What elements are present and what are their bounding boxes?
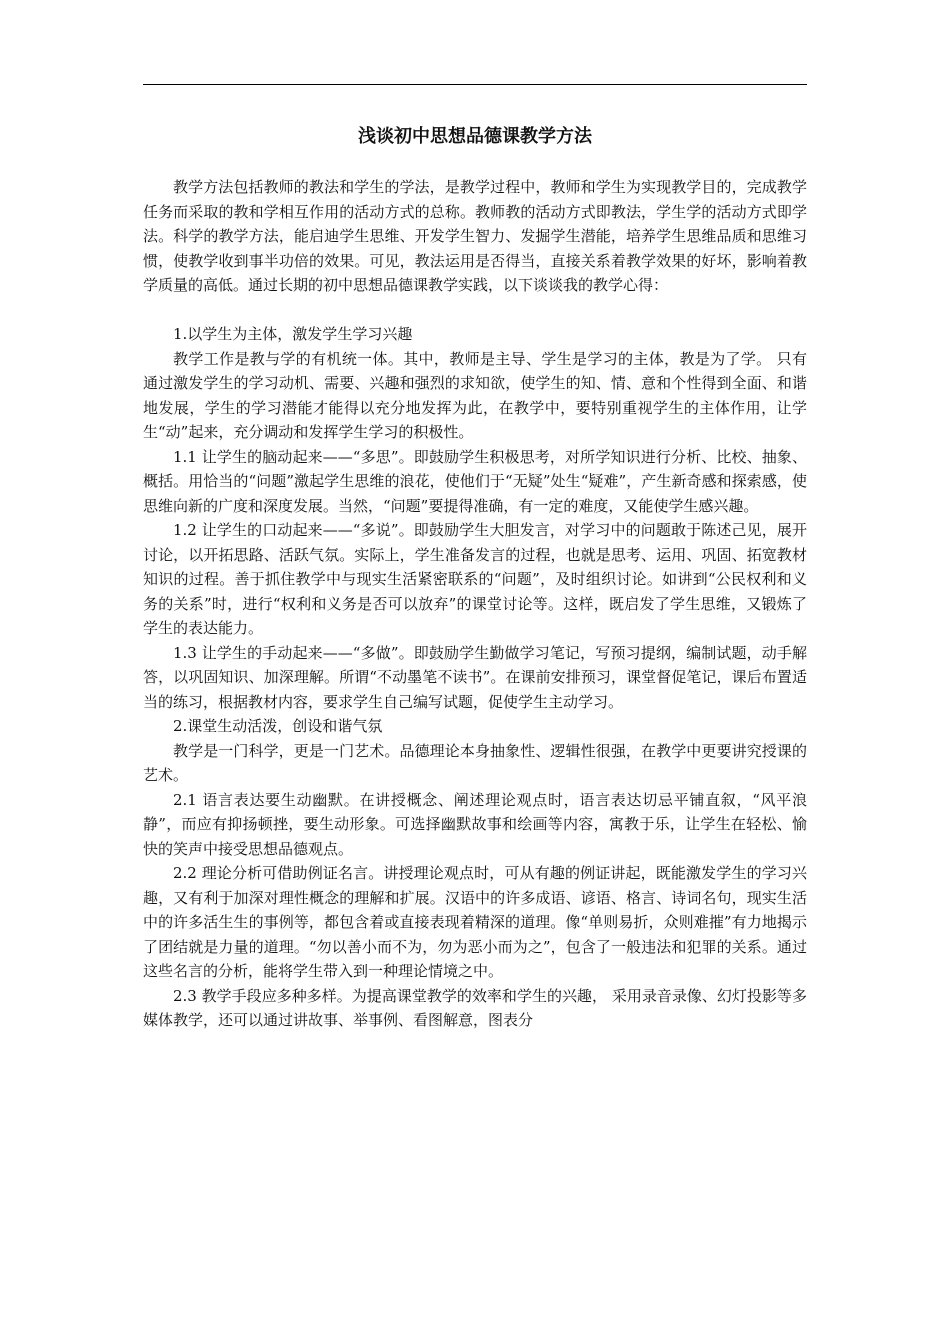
body-paragraph: 教学工作是教与学的有机统一体。其中，教师是主导、学生是学习的主体，教是为了学。 只有通过激发学生的学习动机、需要、兴趣和强烈的求知欲，使学生的知、情、意和个性得到全面、和谐地发展，学生的学习潜能才能得以充分地发挥为此，在教学中，要特别重视学生的主体作用，让学生“动”起来，充分调动和发挥学生学习的积极性。 [143, 349, 807, 441]
body-paragraph: 2.2 理论分析可借助例证名言。讲授理论观点时，可从有趣的例证讲起，既能激发学生的学习兴趣，又有利于加深对理性概念的理解和扩展。汉语中的许多成语、谚语、格言、诗词名句，现实生活中的许多活生生的事例等，都包含着或直接表现着精深的道理。像“单则易折，众则难摧”有力地揭示了团结就是力量的道理。“勿以善小而不为，勿为恶小而为之”，包含了一般违法和犯罪的关系。通过这些名言的分析，能将学生带入到一种理论情境之中。 [143, 864, 807, 980]
body-paragraph: 1.2 让学生的口动起来——“多说”。即鼓励学生大胆发言，对学习中的问题敢于陈述己见，展开讨论，以开拓思路、活跃气氛。实际上，学生准备发言的过程，也就是思考、运用、巩固、拓宽教材知识的过程。善于抓住教学中与现实生活紧密联系的“问题”，及时组织讨论。如讲到“公民权利和义务的关系”时，进行“权利和义务是否可以放弃”的课堂讨论等。这样，既启发了学生思维，又锻炼了学生的表达能力。 [143, 521, 807, 637]
body-paragraph: 1.3 让学生的手动起来——“多做”。即鼓励学生勤做学习笔记，写预习提纲，编制试题，动手解答，以巩固知识、加深理解。所谓“不动墨笔不读书”。在课前安排预习，课堂督促笔记，课后布置适当的练习，根据教材内容，要求学生自己编写试题，促使学生主动学习。 [143, 643, 807, 711]
intro-paragraph: 教学方法包括教师的教法和学生的学法，是教学过程中，教师和学生为实现教学目的，完成教学任务而采取的教和学相互作用的活动方式的总称。教师教的活动方式即教法，学生学的活动方式即学法。科学的教学方法，能启迪学生思维、开发学生智力、发掘学生潜能，培养学生思维品质和思维习惯，使教学收到事半功倍的效果。可见，教法运用是否得当，直接关系着教学效果的好坏，影响着教学质量的高低。通过长期的初中思想品德课教学实践，以下谈谈我的教学心得： [143, 178, 807, 294]
document-body [143, 175, 807, 1033]
body-paragraph: 2.3 教学手段应多种多样。为提高课堂教学的效率和学生的兴趣， 采用录音录像、幻灯投影等多媒体教学，还可以通过讲故事、举事例、看图解意，图表分 [143, 986, 807, 1029]
body-paragraph: 1.1 让学生的脑动起来——“多思”。即鼓励学生积极思考，对所学知识进行分析、比校、抽象、概括。用恰当的“问题”激起学生思维的浪花，使他们于“无疑”处生“疑难”，产生新奇感和探索感，使思维向新的广度和深度发展。当然，“问题”要提得准确，有一定的难度，又能使学生感兴趣。 [143, 447, 807, 515]
document-page [143, 84, 807, 1033]
header-rule [143, 84, 807, 85]
section-heading-2: 2.课堂生动活泼，创设和谐气氛 [173, 717, 383, 735]
body-paragraph: 2.1 语言表达要生动幽默。在讲授概念、阐述理论观点时，语言表达切忌平铺直叙，“风平浪静”，而应有抑扬顿挫，要生动形象。可选择幽默故事和绘画等内容，寓教于乐，让学生在轻松、愉快的笑声中接受思想品德观点。 [143, 790, 807, 858]
section-heading-1: 1.以学生为主体，激发学生学习兴趣 [173, 325, 413, 343]
document-title: 浅谈初中思想品德课教学方法 [358, 126, 592, 147]
body-paragraph: 教学是一门科学，更是一门艺术。品德理论本身抽象性、逻辑性很强，在教学中更要讲究授课的艺术。 [143, 741, 807, 784]
